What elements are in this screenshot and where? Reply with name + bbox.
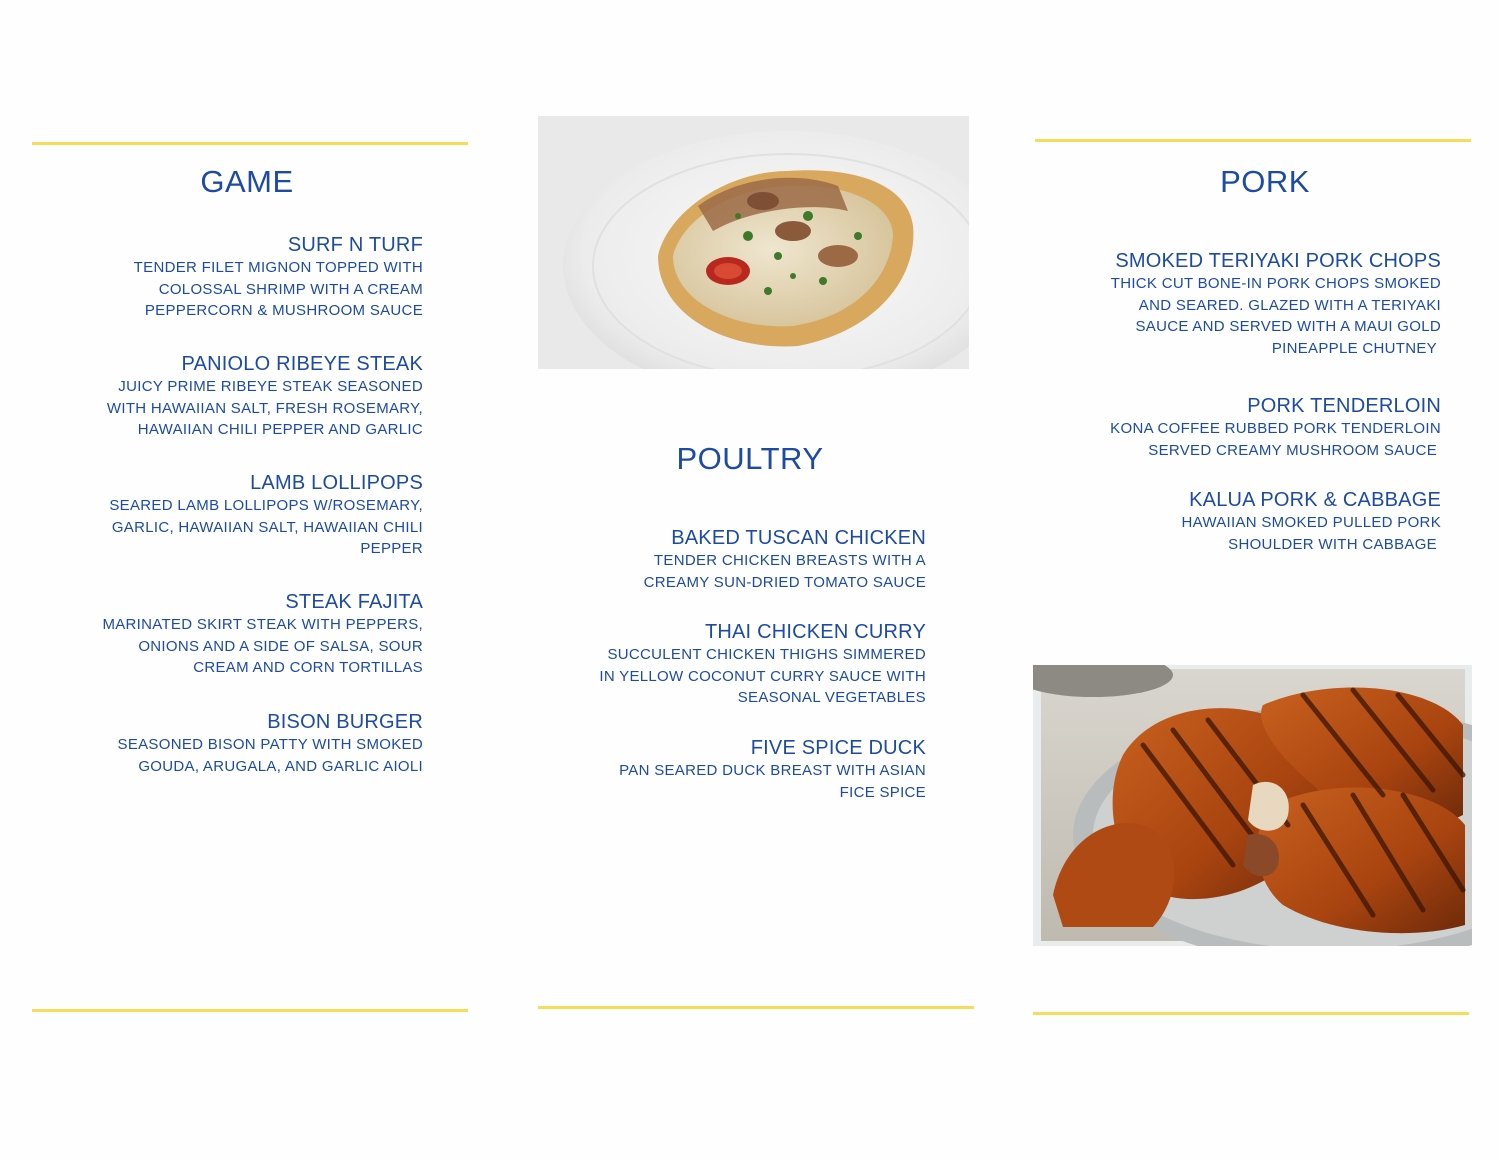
item-desc-line: WITH HAWAIIAN SALT, FRESH ROSEMARY, xyxy=(106,399,423,417)
pork-item-pork-tenderloin xyxy=(1075,394,1441,461)
game-item-lamb-lollipops xyxy=(60,471,423,560)
game-item-bison-burger xyxy=(60,710,423,777)
item-name: SMOKED TERIYAKI PORK CHOPS xyxy=(1115,250,1441,272)
game-item-surf-n-turf xyxy=(60,233,423,322)
item-desc-line: SHOULDER WITH CABBAGE xyxy=(1228,535,1437,553)
item-desc-line: AND SEARED. GLAZED WITH A TERIYAKI xyxy=(1138,296,1441,314)
item-name: BAKED TUSCAN CHICKEN xyxy=(671,527,926,549)
pork-top-rule xyxy=(1035,139,1471,142)
item-desc-line: HAWAIIAN SMOKED PULLED PORK xyxy=(1181,514,1441,531)
item-desc-line: TENDER CHICKEN BREASTS WITH A xyxy=(653,552,926,569)
pork-item-smoked-teriyaki-pork-chops xyxy=(1075,249,1441,359)
item-desc-line: KONA COFFEE RUBBED PORK TENDERLOIN xyxy=(1110,420,1441,437)
item-desc-line: SERVED CREAMY MUSHROOM SAUCE xyxy=(1148,441,1437,459)
item-name: BISON BURGER xyxy=(267,711,423,733)
item-name: PORK TENDERLOIN xyxy=(1247,395,1441,417)
item-desc-line: FICE SPICE xyxy=(839,783,926,801)
item-desc-line: COLOSSAL SHRIMP WITH A CREAM xyxy=(158,280,423,298)
item-desc-line: SEARED LAMB LOLLIPOPS W/ROSEMARY, xyxy=(109,497,423,514)
poultry-item-five-spice-duck xyxy=(560,736,926,803)
item-name: PANIOLO RIBEYE STEAK xyxy=(181,353,423,375)
item-desc-line: MARINATED SKIRT STEAK WITH PEPPERS, xyxy=(102,616,423,633)
item-desc-line: IN YELLOW COCONUT CURRY SAUCE WITH xyxy=(599,667,926,685)
item-name: THAI CHICKEN CURRY xyxy=(704,621,926,643)
item-desc-line: SUCCULENT CHICKEN THIGHS SIMMERED xyxy=(607,646,926,663)
item-name: FIVE SPICE DUCK xyxy=(750,737,926,759)
game-bottom-rule xyxy=(32,1009,468,1012)
item-desc-line: PEPPERCORN & MUSHROOM SAUCE xyxy=(144,302,423,319)
item-desc-line: HAWAIIAN CHILI PEPPER AND GARLIC xyxy=(137,421,423,438)
item-name: STEAK FAJITA xyxy=(285,591,423,613)
item-desc-line: JUICY PRIME RIBEYE STEAK SEASONED xyxy=(118,378,423,395)
item-desc-line: THICK CUT BONE-IN PORK CHOPS SMOKED xyxy=(1110,275,1441,292)
item-desc-line: GARLIC, HAWAIIAN SALT, HAWAIIAN CHILI xyxy=(111,518,423,536)
poultry-item-thai-chicken-curry xyxy=(560,620,926,709)
item-desc-line: CREAM AND CORN TORTILLAS xyxy=(193,659,423,676)
item-desc-line: PAN SEARED DUCK BREAST WITH ASIAN xyxy=(619,762,926,779)
game-title: GAME xyxy=(200,164,294,199)
item-name: KALUA PORK & CABBAGE xyxy=(1189,489,1441,511)
game-item-steak-fajita xyxy=(60,590,423,679)
poultry-item-baked-tuscan-chicken xyxy=(560,526,926,593)
poultry-title: POULTRY xyxy=(676,441,824,476)
item-desc-line: GOUDA, ARUGALA, AND GARLIC AIOLI xyxy=(138,757,423,775)
pork-item-kalua-pork-cabbage xyxy=(1075,488,1441,555)
item-name: SURF N TURF xyxy=(287,234,423,256)
item-desc-line: SEASONED BISON PATTY WITH SMOKED xyxy=(117,736,423,753)
item-name: LAMB LOLLIPOPS xyxy=(250,472,423,494)
item-desc-line: SAUCE AND SERVED WITH A MAUI GOLD xyxy=(1135,318,1441,335)
item-desc-line: TENDER FILET MIGNON TOPPED WITH xyxy=(133,259,423,276)
item-desc-line: PEPPER xyxy=(360,540,423,557)
game-item-paniolo-ribeye xyxy=(60,352,423,441)
chicken-photo xyxy=(538,116,969,369)
game-top-rule xyxy=(32,142,468,145)
pork-chops-photo xyxy=(1033,665,1472,946)
item-desc-line: CREAMY SUN-DRIED TOMATO SAUCE xyxy=(643,573,926,591)
pork-title: PORK xyxy=(1220,164,1310,199)
item-desc-line: ONIONS AND A SIDE OF SALSA, SOUR xyxy=(138,637,423,655)
poultry-bottom-rule xyxy=(538,1006,974,1009)
pork-bottom-rule xyxy=(1033,1012,1469,1015)
item-desc-line: SEASONAL VEGETABLES xyxy=(737,689,926,706)
item-desc-line: PINEAPPLE CHUTNEY xyxy=(1271,339,1437,357)
